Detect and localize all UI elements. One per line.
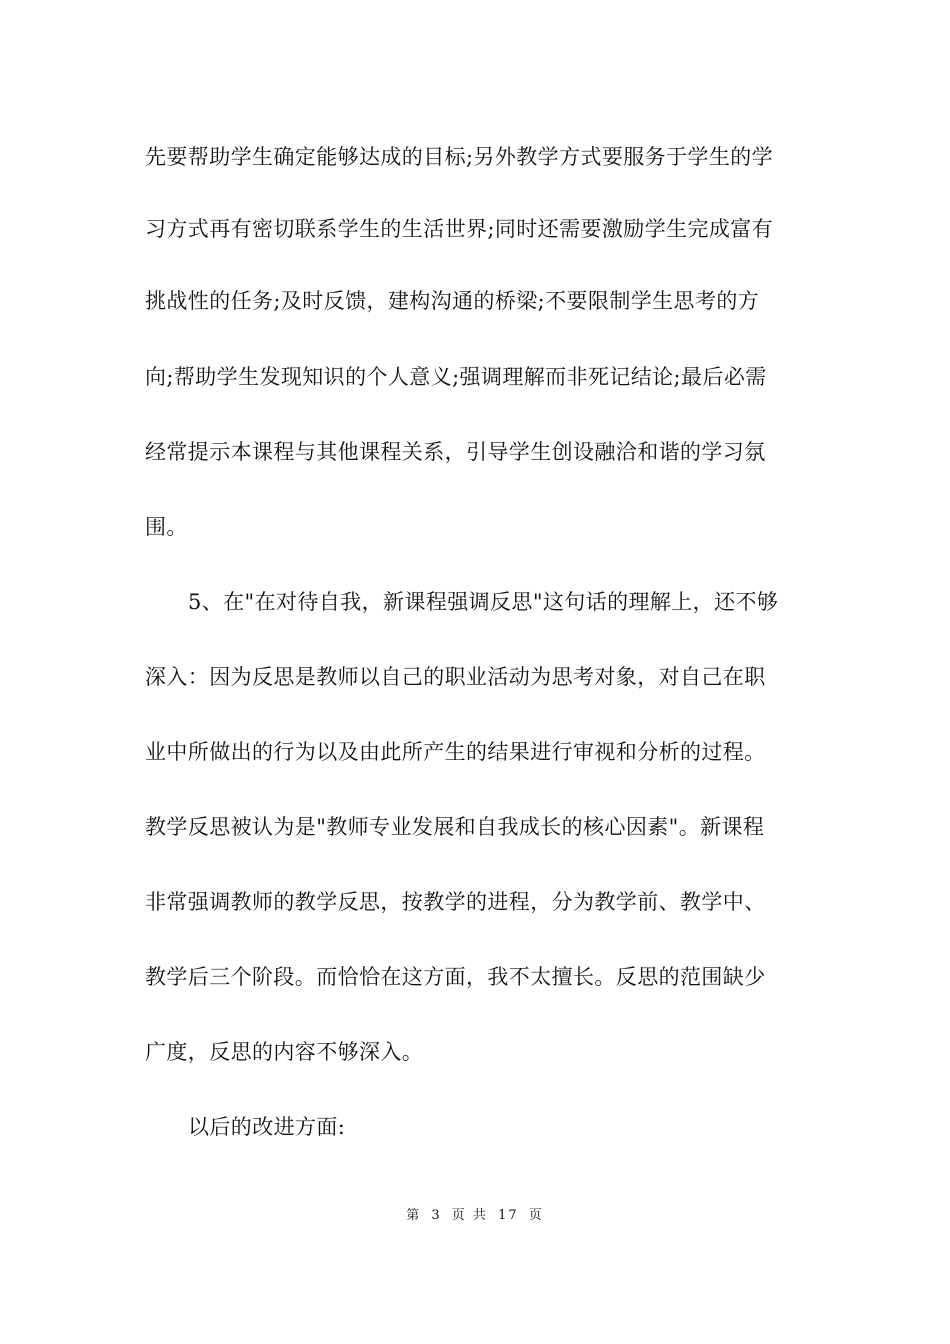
text-line: 深入：因为反思是教师以自己的职业活动为思考对象，对自己在职 [145, 665, 766, 689]
text-line: 先要帮助学生确定能够达成的目标;另外教学方式要服务于学生的学 [145, 145, 774, 169]
text-line: 经常提示本课程与其他课程关系，引导学生创设融洽和谐的学习氛 [145, 440, 766, 464]
text-line: 非常强调教师的教学反思，按教学的进程，分为教学前、教学中、 [145, 890, 766, 914]
text-line: 习方式再有密切联系学生的生活世界;同时还需要激励学生完成富有 [145, 217, 774, 241]
section-heading-line: 以后的改进方面: [188, 1115, 346, 1139]
text-line: 向;帮助学生发现知识的个人意义;强调理解而非死记结论;最后必需 [145, 365, 767, 389]
text-line: 教学后三个阶段。而恰恰在这方面，我不太擅长。反思的范围缺少 [145, 965, 766, 989]
text-line: 挑战性的任务;及时反馈，建构沟通的桥梁;不要限制学生思考的方 [145, 289, 760, 313]
text-line: 业中所做出的行为以及由此所产生的结果进行审视和分析的过程。 [145, 740, 766, 764]
total-pages-number: 17 [498, 1208, 519, 1223]
text-line: 教学反思被认为是"教师专业发展和自我成长的核心因素"。新课程 [145, 815, 765, 839]
current-page-number: 3 [431, 1208, 442, 1223]
text-line: 广度，反思的内容不够深入。 [145, 1040, 424, 1064]
footer-middle: 页 共 [451, 1208, 488, 1223]
footer-prefix: 第 [406, 1208, 422, 1223]
footer-suffix: 页 [528, 1208, 544, 1223]
text-line: 围。 [145, 515, 188, 539]
paragraph-start-line: 5、在"在对待自我，新课程强调反思"这句话的理解上，还不够 [188, 590, 779, 614]
page-footer [0, 1207, 950, 1225]
